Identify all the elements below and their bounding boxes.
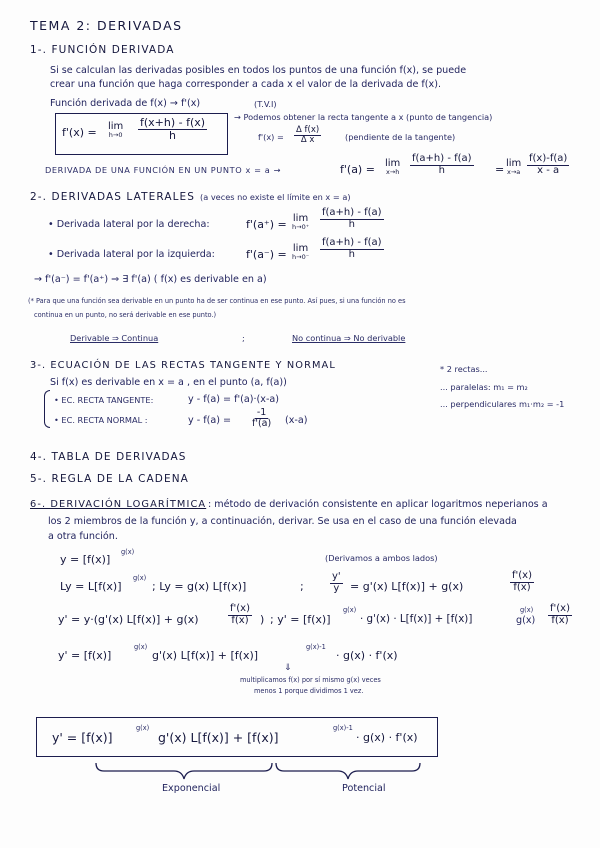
right-derivative-lhs: f'(a⁺) = (246, 218, 287, 231)
right-fraction: $\frac{f(a+h) - f(a)}{h}$ (322, 207, 382, 230)
multiply-note-line2: menos 1 porque dividimos 1 vez. (254, 687, 364, 695)
relation-separator: ; (242, 333, 245, 343)
label-exponential: Exponencial (162, 783, 221, 794)
continuity-note-line1: (* Para que una función sea derivable en un punto ha de ser continua en ese punto. Así pues, si una función no es (28, 297, 406, 305)
left-derivative-lhs: f'(a⁻) = (246, 248, 287, 261)
normal-label: • EC. RECTA NORMAL : (54, 415, 148, 425)
s2-aside: (a veces no existe el límite en x = a) (200, 192, 351, 202)
s3-condition: Si f(x) es derivable en x = a , en el punto (a, f(a)) (50, 377, 287, 388)
box-limit: lim h→0 (108, 121, 124, 139)
eq2-part-d: = g'(x) L[f(x)] + g(x) (350, 580, 464, 593)
s6-intro-line2: los 2 miembros de la función y, a continuación, derivar. Se usa en el caso de una función elevada (48, 516, 517, 527)
s1-note2-rest: (pendiente de la tangente) (345, 132, 456, 142)
right-limit: lim h→0⁺ (292, 213, 310, 231)
s1-intro-line2: crear una función que haga corresponder a cada x el valor de la derivada de f(x). (50, 79, 442, 90)
normal-lhs: y - f(a) = (188, 415, 232, 426)
normal-rest: (x-a) (285, 415, 308, 426)
page-title: TEMA 2: DERIVADAS (30, 18, 183, 33)
lateral-conclusion: → f'(a⁻) = f'(a⁺) ⇒ ∃ f'(a) ( f(x) es derivable en a) (34, 274, 267, 285)
derivable-implies-continuous: Derivable ⇒ Continua (70, 333, 159, 343)
point-limit: lim x→h (385, 158, 401, 176)
final-part-c: · g(x) · f'(x) (356, 731, 418, 744)
box-lhs: f'(x) = (62, 126, 97, 139)
eq1-note: (Derivamos a ambos lados) (325, 553, 438, 563)
eq4-exponent: g(x) (134, 643, 148, 651)
section-3-heading: 3-. ECUACIÓN DE LAS RECTAS TANGENTE Y NORMAL (30, 360, 336, 371)
s1-intro-line1: Si se calculan las derivadas posibles en todos los puntos de una función f(x), se puede (50, 65, 467, 76)
perpendicular-note: ... perpendiculares m₁·m₂ = -1 (440, 399, 565, 409)
section-5-heading: 5-. REGLA DE LA CADENA (30, 473, 189, 485)
left-derivative-label: • Derivada lateral por la izquierda: (48, 249, 215, 260)
eq3-exponent: g(x) (343, 606, 357, 614)
s1-tvi: (T.V.I) (254, 99, 277, 109)
right-derivative-label: • Derivada lateral por la derecha: (48, 219, 210, 230)
tangent-equation: y - f(a) = f'(a)·(x-a) (188, 394, 280, 405)
eq3-fraction-2: $\frac{f'(x)}{f(x)}$ (550, 603, 570, 626)
eq3-part-c: ; y' = [f(x)] (270, 613, 331, 626)
eq4-exponent-2: g(x)-1 (306, 643, 326, 651)
eq3-exponent-2: g(x) (520, 606, 534, 614)
eq3-part-a: y' = y·(g'(x) L[f(x)] + g(x) (58, 613, 199, 626)
point-equals: = (495, 163, 505, 176)
eq3-fraction: $\frac{f'(x)}{f(x)}$ (230, 603, 250, 626)
final-exponent-2: g(x)-1 (333, 724, 353, 732)
s1-tangent-note: → Podemos obtener la recta tangente a x (punto de tangencia) (234, 112, 493, 122)
point-fraction-2: $\frac{f(x)-f(a)}{x - a}$ (529, 153, 568, 176)
eq3-part-d: · g'(x) · L[f(x)] + [f(x)] (360, 613, 473, 625)
section-6-heading: 6-. DERIVACIÓN LOGARÍTMICA (30, 499, 207, 510)
eq4-part-b: g'(x) L[f(x)] + [f(x)] (152, 649, 259, 662)
s1-note2-fraction: $\frac{\text{Δ f(x)}}{\text{Δ x}}$ (296, 125, 320, 145)
s1-note2-lhs: f'(x) = (258, 132, 284, 142)
s1-function-label: Función derivada de f(x) → f'(x) (50, 98, 201, 109)
section-4-heading: 4-. TABLA DE DERIVADAS (30, 451, 187, 463)
eq3-part-e: g(x) (516, 615, 536, 626)
brace-exponential (96, 763, 272, 779)
eq2-exponent: g(x) (133, 574, 147, 582)
eq3-part-b: ) (260, 613, 265, 626)
continuity-note-line2: continua en un punto, no será derivable en ese punto.) (34, 311, 217, 319)
point-derivative-label: DERIVADA DE UNA FUNCIÓN EN UN PUNTO x = a → (45, 165, 282, 175)
eq4-part-a: y' = [f(x)] (58, 649, 112, 662)
brace-potential (276, 763, 420, 779)
down-arrow-icon: ⇓ (284, 663, 292, 673)
tangent-label: • EC. RECTA TANGENTE: (54, 395, 154, 405)
point-fraction: $\frac{f(a+h) - f(a)}{h}$ (412, 153, 472, 176)
point-lhs: f'(a) = (340, 163, 375, 176)
point-limit-2: lim x→a (506, 158, 522, 176)
final-part-a: y' = [f(x)] (52, 730, 113, 745)
eq2-part-b: ; Ly = g(x) L[f(x)] (152, 580, 247, 593)
eq2-separator: ; (300, 580, 304, 593)
section-2-heading: 2-. DERIVADAS LATERALES (30, 191, 196, 203)
two-lines-note: * 2 rectas... (440, 364, 488, 374)
box-fraction: $\frac{f(x+h) - f(x)}{h}$ (140, 116, 206, 142)
left-fraction: $\frac{f(a+h) - f(a)}{h}$ (322, 237, 382, 260)
eq2-fraction: $\frac{y'}{y}$ (332, 571, 341, 594)
eq2-fraction-2: $\frac{f'(x)}{f(x)}$ (512, 570, 532, 593)
final-exponent: g(x) (136, 724, 150, 732)
eq1-base: y = [f(x)] (60, 553, 111, 566)
left-limit: lim h→0⁻ (292, 243, 310, 261)
eq2-part-a: Ly = L[f(x)] (60, 580, 122, 593)
parallel-note: ... paralelas: m₁ = m₂ (440, 382, 528, 392)
eq1-exponent: g(x) (121, 548, 135, 556)
s6-intro-line1: : método de derivación consistente en aplicar logaritmos neperianos a (208, 499, 548, 510)
not-continuous-implies-not-derivable: No continua ⇒ No derivable (292, 333, 406, 343)
section-1-heading: 1-. FUNCIÓN DERIVADA (30, 44, 175, 56)
label-potential: Potencial (342, 783, 386, 794)
multiply-note-line1: multiplicamos f(x) por sí mismo g(x) veces (240, 676, 381, 684)
normal-fraction: $\frac{-1}{f'(a)}$ (252, 407, 272, 429)
eq4-part-c: · g(x) · f'(x) (336, 649, 398, 662)
s6-intro-line3: a otra función. (48, 531, 118, 542)
final-part-b: g'(x) L[f(x)] + [f(x)] (158, 730, 279, 745)
